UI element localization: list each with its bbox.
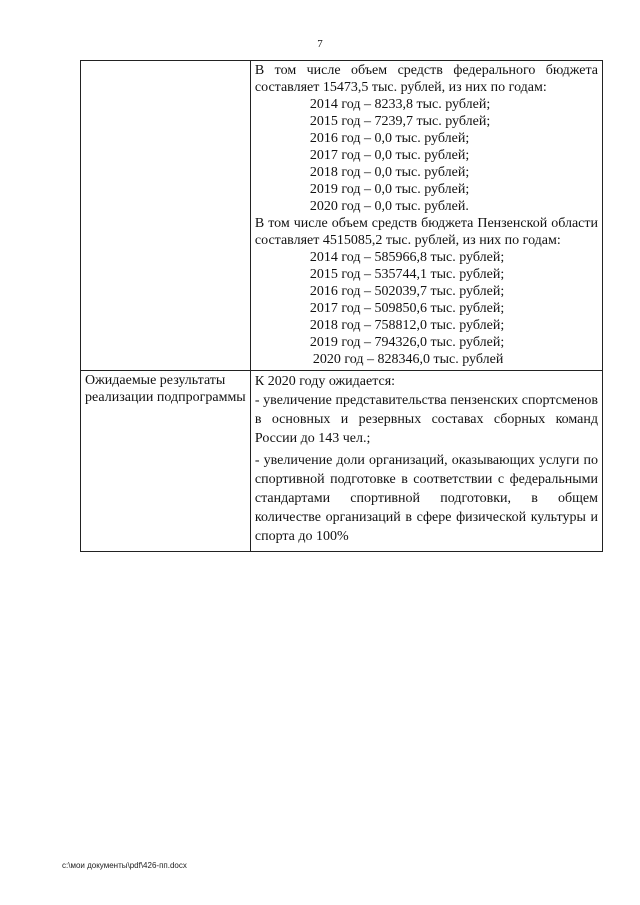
regional-year-2017: 2017 год – 509850,6 тыс. рублей;	[309, 301, 505, 316]
regional-years-list	[255, 249, 598, 368]
federal-years-list	[255, 96, 598, 215]
results-intro: К 2020 году ожидается:	[254, 374, 396, 389]
funding-label-cell	[81, 61, 251, 371]
federal-intro: В том числе объем средств федерального бюджета составляет 15473,5 тыс. рублей, из них по годам:	[254, 63, 598, 95]
federal-year-2019: 2019 год – 0,0 тыс. рублей;	[309, 182, 470, 197]
federal-year-2014: 2014 год – 8233,8 тыс. рублей;	[309, 97, 491, 112]
table-row-funding	[81, 61, 603, 371]
results-content-cell	[250, 371, 602, 552]
regional-intro: В том числе объем средств бюджета Пензенской области составляет 4515085,2 тыс. рублей, из них по годам:	[254, 216, 598, 248]
page-number: 7	[317, 38, 323, 50]
regional-year-2020: 2020 год – 828346,0 тыс. рублей	[312, 352, 504, 367]
regional-year-2019: 2019 год – 794326,0 тыс. рублей;	[309, 335, 505, 350]
result-item-organizations: - увеличение доли организаций, оказывающих услуги по спортивной подготовке в соответствии с федеральными стандартами спортивной подготовки, в общем количестве организаций в сфере физической культуры и спорта до 100%	[254, 453, 598, 544]
results-label-cell: Ожидаемые результаты реализации подпрограммы	[81, 371, 251, 552]
funding-content-cell	[250, 61, 602, 371]
federal-year-2017: 2017 год – 0,0 тыс. рублей;	[309, 148, 470, 163]
table-row-results	[81, 371, 603, 552]
result-item-athletes: - увеличение представительства пензенских спортсменов в основных и резервных составах сборных команд России до 143 чел.;	[254, 393, 598, 446]
regional-year-2018: 2018 год – 758812,0 тыс. рублей;	[309, 318, 505, 333]
regional-year-2016: 2016 год – 502039,7 тыс. рублей;	[309, 284, 505, 299]
regional-year-2015: 2015 год – 535744,1 тыс. рублей;	[309, 267, 505, 282]
passport-table	[80, 60, 603, 552]
regional-year-2014: 2014 год – 585966,8 тыс. рублей;	[309, 250, 505, 265]
federal-year-2020: 2020 год – 0,0 тыс. рублей.	[309, 199, 469, 214]
federal-year-2018: 2018 год – 0,0 тыс. рублей;	[309, 165, 470, 180]
federal-year-2015: 2015 год – 7239,7 тыс. рублей;	[309, 114, 491, 129]
footer-file-path: c:\мои документы\pdf\426-пп.docx	[62, 861, 187, 870]
federal-year-2016: 2016 год – 0,0 тыс. рублей;	[309, 131, 470, 146]
